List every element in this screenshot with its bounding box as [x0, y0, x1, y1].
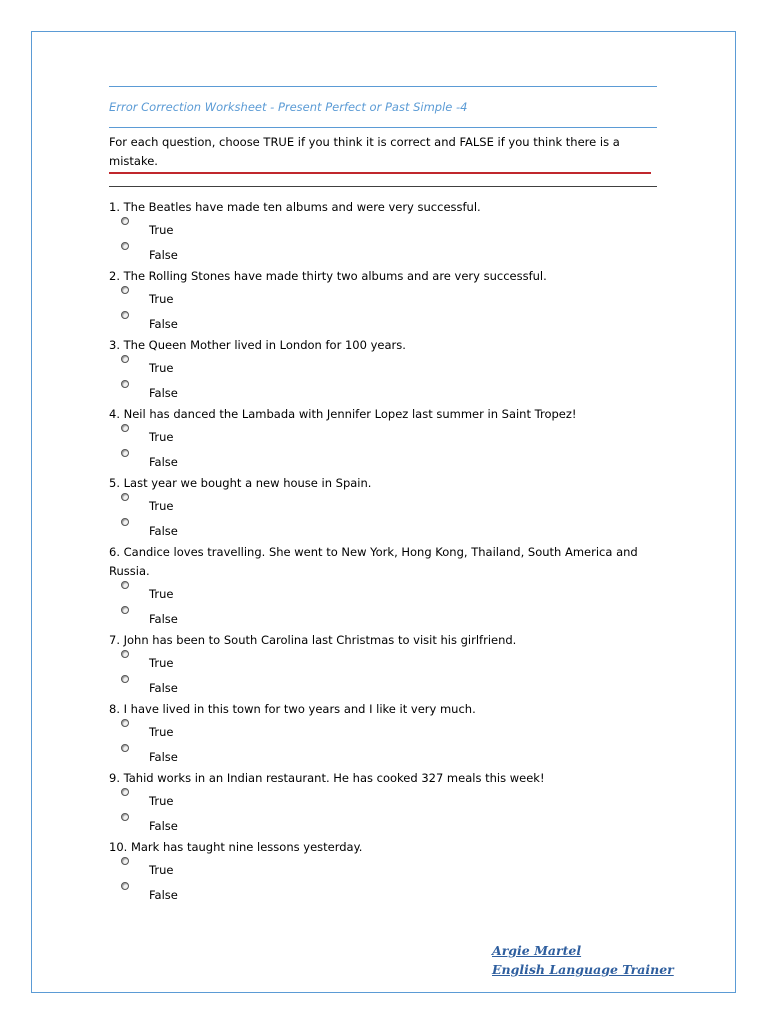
question-text: 1. The Beatles have made ten albums and were very successful. — [109, 200, 481, 214]
option-label: False — [149, 612, 178, 626]
option-label: True — [149, 361, 174, 375]
option-label: True — [149, 656, 174, 670]
signature-role: English Language Trainer — [492, 962, 674, 977]
question-text: 9. Tahid works in an Indian restaurant. He has cooked 327 meals this week! — [109, 771, 545, 785]
option-label: False — [149, 248, 178, 262]
radio-button[interactable] — [121, 857, 129, 865]
question-4 — [109, 405, 657, 474]
option-false[interactable] — [109, 675, 657, 700]
option-label: False — [149, 524, 178, 538]
signature-name: Argie Martel — [492, 943, 582, 958]
option-label: True — [149, 794, 174, 808]
option-false[interactable] — [109, 813, 657, 838]
option-true[interactable] — [109, 650, 657, 675]
radio-button[interactable] — [121, 242, 129, 250]
option-false[interactable] — [109, 882, 657, 907]
option-false[interactable] — [109, 242, 657, 267]
option-true[interactable] — [109, 857, 657, 882]
option-false[interactable] — [109, 311, 657, 336]
radio-button[interactable] — [121, 606, 129, 614]
question-3 — [109, 336, 657, 405]
option-false[interactable] — [109, 606, 657, 631]
instructions: For each question, choose TRUE if you think it is correct and FALSE if you think there is a mistake. — [109, 135, 620, 168]
option-label: False — [149, 681, 178, 695]
option-true[interactable] — [109, 581, 657, 606]
option-label: True — [149, 499, 174, 513]
question-9 — [109, 769, 657, 838]
option-label: False — [149, 750, 178, 764]
option-true[interactable] — [109, 355, 657, 380]
option-false[interactable] — [109, 380, 657, 405]
radio-button[interactable] — [121, 355, 129, 363]
question-5 — [109, 474, 657, 543]
question-text: 7. John has been to South Carolina last Christmas to visit his girlfriend. — [109, 633, 517, 647]
radio-button[interactable] — [121, 581, 129, 589]
option-label: False — [149, 317, 178, 331]
option-false[interactable] — [109, 518, 657, 543]
question-text: 6. Candice loves travelling. She went to New York, Hong Kong, Thailand, South America and Russia. — [109, 545, 638, 578]
option-true[interactable] — [109, 424, 657, 449]
option-label: True — [149, 223, 174, 237]
option-false[interactable] — [109, 449, 657, 474]
question-7 — [109, 631, 657, 700]
worksheet-title: Error Correction Worksheet - Present Perfect or Past Simple -4 — [109, 100, 468, 114]
question-list — [109, 198, 657, 907]
radio-button[interactable] — [121, 650, 129, 658]
question-text: 5. Last year we bought a new house in Spain. — [109, 476, 372, 490]
option-label: False — [149, 819, 178, 833]
signature — [492, 941, 674, 979]
instructions-dark-rule — [109, 186, 657, 187]
question-2 — [109, 267, 657, 336]
radio-button[interactable] — [121, 675, 129, 683]
radio-button[interactable] — [121, 311, 129, 319]
option-label: False — [149, 888, 178, 902]
radio-button[interactable] — [121, 380, 129, 388]
radio-button[interactable] — [121, 424, 129, 432]
option-label: True — [149, 725, 174, 739]
question-text: 10. Mark has taught nine lessons yesterday. — [109, 840, 363, 854]
radio-button[interactable] — [121, 217, 129, 225]
question-10 — [109, 838, 657, 907]
radio-button[interactable] — [121, 449, 129, 457]
option-label: True — [149, 587, 174, 601]
radio-button[interactable] — [121, 744, 129, 752]
radio-button[interactable] — [121, 788, 129, 796]
radio-button[interactable] — [121, 882, 129, 890]
question-1 — [109, 198, 657, 267]
radio-button[interactable] — [121, 493, 129, 501]
option-true[interactable] — [109, 217, 657, 242]
question-text: 3. The Queen Mother lived in London for 100 years. — [109, 338, 406, 352]
option-label: False — [149, 455, 178, 469]
option-true[interactable] — [109, 788, 657, 813]
option-true[interactable] — [109, 719, 657, 744]
option-label: True — [149, 863, 174, 877]
option-false[interactable] — [109, 744, 657, 769]
question-6 — [109, 543, 657, 631]
option-label: True — [149, 430, 174, 444]
worksheet — [109, 86, 657, 907]
question-text: 8. I have lived in this town for two years and I like it very much. — [109, 702, 476, 716]
instructions-red-rule — [109, 172, 651, 174]
question-text: 2. The Rolling Stones have made thirty two albums and are very successful. — [109, 269, 547, 283]
question-text: 4. Neil has danced the Lambada with Jennifer Lopez last summer in Saint Tropez! — [109, 407, 577, 421]
radio-button[interactable] — [121, 813, 129, 821]
option-label: False — [149, 386, 178, 400]
option-true[interactable] — [109, 493, 657, 518]
option-true[interactable] — [109, 286, 657, 311]
radio-button[interactable] — [121, 719, 129, 727]
radio-button[interactable] — [121, 286, 129, 294]
option-label: True — [149, 292, 174, 306]
radio-button[interactable] — [121, 518, 129, 526]
question-8 — [109, 700, 657, 769]
